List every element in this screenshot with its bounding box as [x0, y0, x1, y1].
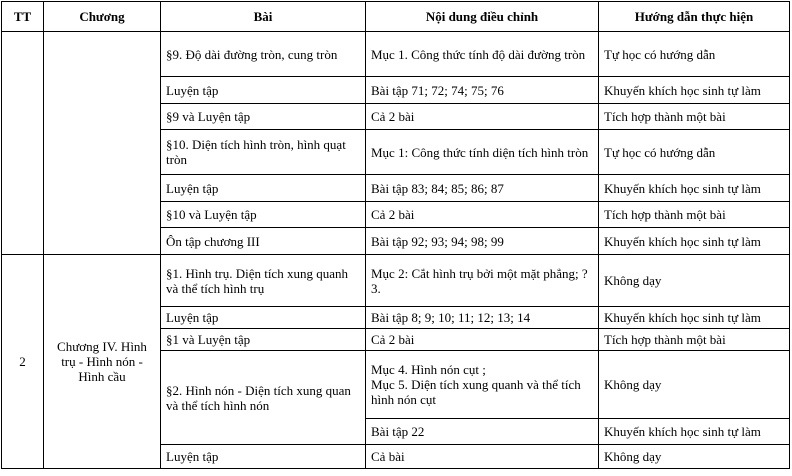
header-lesson: Bài [161, 2, 366, 32]
lesson-cell: §1. Hình trụ. Diện tích xung quanh và thể tích hình trụ [161, 255, 366, 307]
guide-cell: Không dạy [599, 445, 790, 469]
lesson-cell: Luyện tập [161, 445, 366, 469]
lesson-cell: Ôn tập chương III [161, 228, 366, 255]
lesson-cell: Luyện tập [161, 77, 366, 104]
header-tt: TT [2, 2, 44, 32]
adjustment-cell [366, 351, 599, 419]
guide-cell: Không dạy [599, 351, 790, 419]
chapter-cell-group2: Chương IV. Hình trụ - Hình nón - Hình cầu [44, 255, 161, 469]
header-row [2, 2, 790, 32]
guide-cell: Tự học có hướng dẫn [599, 130, 790, 175]
adjustment-cell: Cả 2 bài [366, 329, 599, 351]
tt-cell-group2: 2 [2, 255, 44, 469]
adjustment-cell: Mục 1. Công thức tính độ dài đường tròn [366, 32, 599, 77]
lesson-cell: Luyện tập [161, 175, 366, 202]
adjustment-cell: Bài tập 92; 93; 94; 98; 99 [366, 228, 599, 255]
lesson-cell: §10 và Luyện tập [161, 202, 366, 228]
adjustment-cell: Mục 2: Cắt hình trụ bởi một mặt phẳng; ?3. [366, 255, 599, 307]
adjustment-cell: Cả 2 bài [366, 104, 599, 130]
guide-cell: Không dạy [599, 255, 790, 307]
adjustment-cell: Bài tập 8; 9; 10; 11; 12; 13; 14 [366, 307, 599, 329]
guide-cell: Khuyến khích học sinh tự làm [599, 419, 790, 445]
header-guide: Hướng dẫn thực hiện [599, 2, 790, 32]
lesson-cell: §1 và Luyện tập [161, 329, 366, 351]
lesson-cell: §9. Độ dài đường tròn, cung tròn [161, 32, 366, 77]
adjustment-cell: Mục 1: Công thức tính diện tích hình tròn [366, 130, 599, 175]
adjustment-cell: Cả bài [366, 445, 599, 469]
curriculum-adjustment-table [1, 1, 790, 469]
guide-cell: Tự học có hướng dẫn [599, 32, 790, 77]
lesson-cell: §2. Hình nón - Diện tích xung quan và thể tích hình nón [161, 351, 366, 445]
table-row [2, 255, 790, 307]
chapter-cell-group1 [44, 32, 161, 255]
guide-cell: Khuyến khích học sinh tự làm [599, 307, 790, 329]
header-chapter: Chương [44, 2, 161, 32]
adjustment-line: Mục 4. Hình nón cụt ; [371, 362, 486, 377]
guide-cell: Khuyến khích học sinh tự làm [599, 77, 790, 104]
lesson-cell: §9 và Luyện tập [161, 104, 366, 130]
guide-cell: Tích hợp thành một bài [599, 329, 790, 351]
guide-cell: Khuyến khích học sinh tự làm [599, 228, 790, 255]
lesson-cell: §10. Diện tích hình tròn, hình quạt tròn [161, 130, 366, 175]
header-adjustment: Nội dung điều chỉnh [366, 2, 599, 32]
adjustment-cell: Bài tập 71; 72; 74; 75; 76 [366, 77, 599, 104]
curriculum-table-wrapper [1, 1, 790, 469]
adjustment-cell: Bài tập 83; 84; 85; 86; 87 [366, 175, 599, 202]
guide-cell: Tích hợp thành một bài [599, 202, 790, 228]
adjustment-cell: Bài tập 22 [366, 419, 599, 445]
guide-cell: Tích hợp thành một bài [599, 104, 790, 130]
lesson-cell: Luyện tập [161, 307, 366, 329]
table-row [2, 32, 790, 77]
guide-cell: Khuyến khích học sinh tự làm [599, 175, 790, 202]
tt-cell-group1 [2, 32, 44, 255]
adjustment-line: Mục 5. Diện tích xung quanh và thể tích hình nón cụt [371, 377, 581, 407]
adjustment-cell: Cả 2 bài [366, 202, 599, 228]
